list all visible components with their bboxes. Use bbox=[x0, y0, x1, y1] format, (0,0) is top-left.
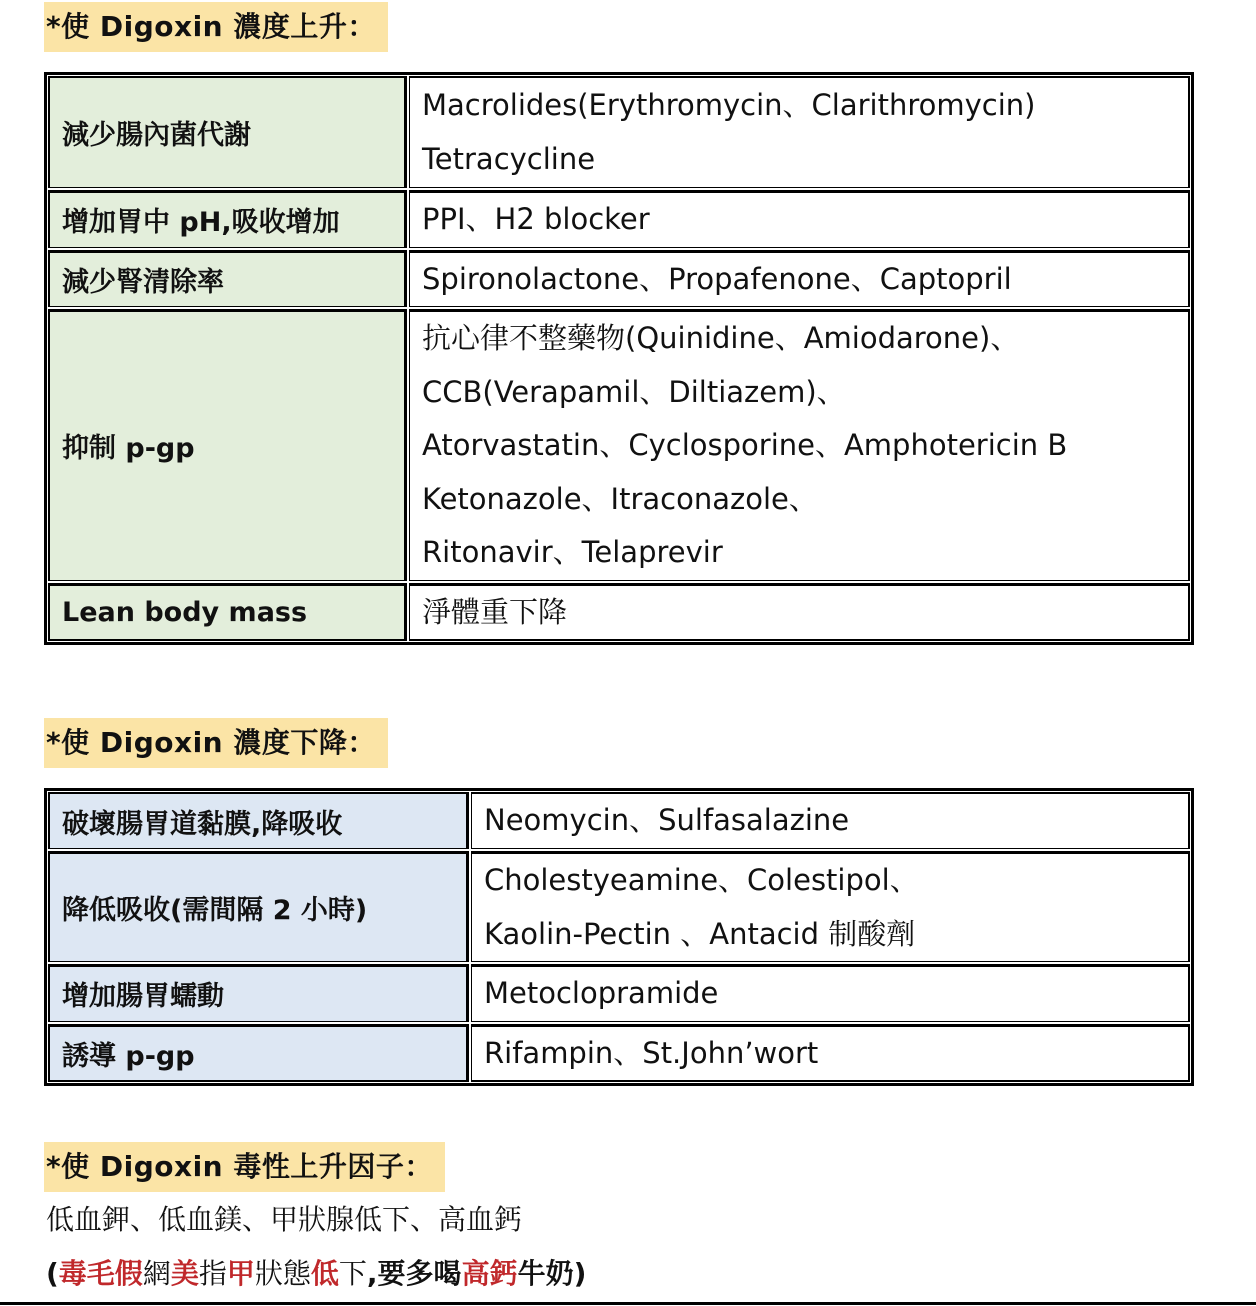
mnemonic-line bbox=[46, 1252, 586, 1292]
drug-line: Rifampin、St.John’wort bbox=[484, 1035, 819, 1070]
row-value bbox=[470, 1023, 1190, 1083]
row-value bbox=[408, 76, 1190, 189]
table-row bbox=[48, 308, 1190, 582]
drug-line: Cholestyeamine、Colestipol、 bbox=[484, 863, 919, 897]
row-label: 增加胃中 pH,吸收增加 bbox=[48, 189, 408, 249]
mnemonic-seg: 下 bbox=[338, 1257, 367, 1290]
section-heading-increase: *使 Digoxin 濃度上升： bbox=[44, 2, 388, 52]
row-label: 誘導 p-gp bbox=[48, 1023, 470, 1083]
row-label: 破壞腸胃道黏膜,降吸收 bbox=[48, 792, 470, 850]
table-row bbox=[48, 792, 1190, 850]
mnemonic-seg-highlight: 甲 bbox=[226, 1257, 255, 1290]
drug-line: Spironolactone、Propafenone、Captopril bbox=[422, 261, 1012, 296]
row-label: 降低吸收(需間隔 2 小時) bbox=[48, 850, 470, 963]
bottom-divider bbox=[0, 1302, 1256, 1305]
row-label: 增加腸胃蠕動 bbox=[48, 963, 470, 1023]
table-row bbox=[48, 249, 1190, 309]
table-row bbox=[48, 1023, 1190, 1083]
section-heading-decrease: *使 Digoxin 濃度下降： bbox=[44, 718, 388, 768]
section-heading-toxicity: *使 Digoxin 毒性上升因子： bbox=[44, 1142, 445, 1192]
table-row bbox=[48, 850, 1190, 963]
drug-line: Neomycin、Sulfasalazine bbox=[484, 803, 850, 838]
drug-line: PPI、H2 blocker bbox=[422, 202, 650, 236]
mnemonic-seg: 網 bbox=[142, 1257, 171, 1290]
mnemonic-seg: ,要多喝 bbox=[366, 1257, 462, 1290]
row-value bbox=[408, 189, 1190, 249]
row-label: 抑制 p-gp bbox=[48, 308, 408, 582]
mnemonic-seg-highlight: 高鈣 bbox=[461, 1257, 518, 1290]
row-value bbox=[408, 249, 1190, 309]
table-row bbox=[48, 582, 1190, 642]
drug-line: Ritonavir、Telaprevir bbox=[422, 535, 723, 569]
toxicity-factors: 低血鉀、低血鎂、甲狀腺低下、高血鈣 bbox=[46, 1203, 523, 1236]
drug-line: Ketonazole、Itraconazole、 bbox=[422, 481, 818, 516]
mnemonic-seg: 狀態 bbox=[254, 1257, 311, 1290]
drug-line: Tetracycline bbox=[422, 141, 596, 176]
row-label: 減少腎清除率 bbox=[48, 249, 408, 309]
row-label: 減少腸內菌代謝 bbox=[48, 76, 408, 189]
table-row bbox=[48, 189, 1190, 249]
drug-line: 抗心律不整藥物(Quinidine、Amiodarone)、 bbox=[422, 321, 1020, 355]
drug-line: 淨體重下降 bbox=[422, 594, 568, 629]
drug-line: Kaolin-Pectin 、Antacid 制酸劑 bbox=[484, 916, 916, 951]
mnemonic-seg: 牛奶) bbox=[517, 1257, 587, 1290]
table-row bbox=[48, 963, 1190, 1023]
decrease-table bbox=[44, 788, 1194, 1086]
drug-line: CCB(Verapamil、Diltiazem)、 bbox=[422, 374, 846, 409]
row-value bbox=[408, 308, 1190, 582]
increase-table bbox=[44, 72, 1194, 645]
mnemonic-seg: 指 bbox=[198, 1257, 227, 1290]
drug-line: Metoclopramide bbox=[484, 976, 719, 1010]
row-label: Lean body mass bbox=[48, 582, 408, 642]
mnemonic-seg-highlight: 美 bbox=[170, 1257, 199, 1290]
mnemonic-seg-highlight: 毒毛假 bbox=[58, 1257, 143, 1290]
table-row bbox=[48, 76, 1190, 189]
mnemonic-seg-highlight: 低 bbox=[310, 1257, 339, 1290]
row-value bbox=[470, 792, 1190, 850]
row-value bbox=[408, 582, 1190, 642]
row-value bbox=[470, 850, 1190, 963]
drug-line: Macrolides(Erythromycin、Clarithromycin) bbox=[422, 88, 1036, 122]
drug-line: Atorvastatin、Cyclosporine、Amphotericin B bbox=[422, 428, 1068, 462]
mnemonic-seg: ( bbox=[46, 1257, 59, 1290]
row-value bbox=[470, 963, 1190, 1023]
